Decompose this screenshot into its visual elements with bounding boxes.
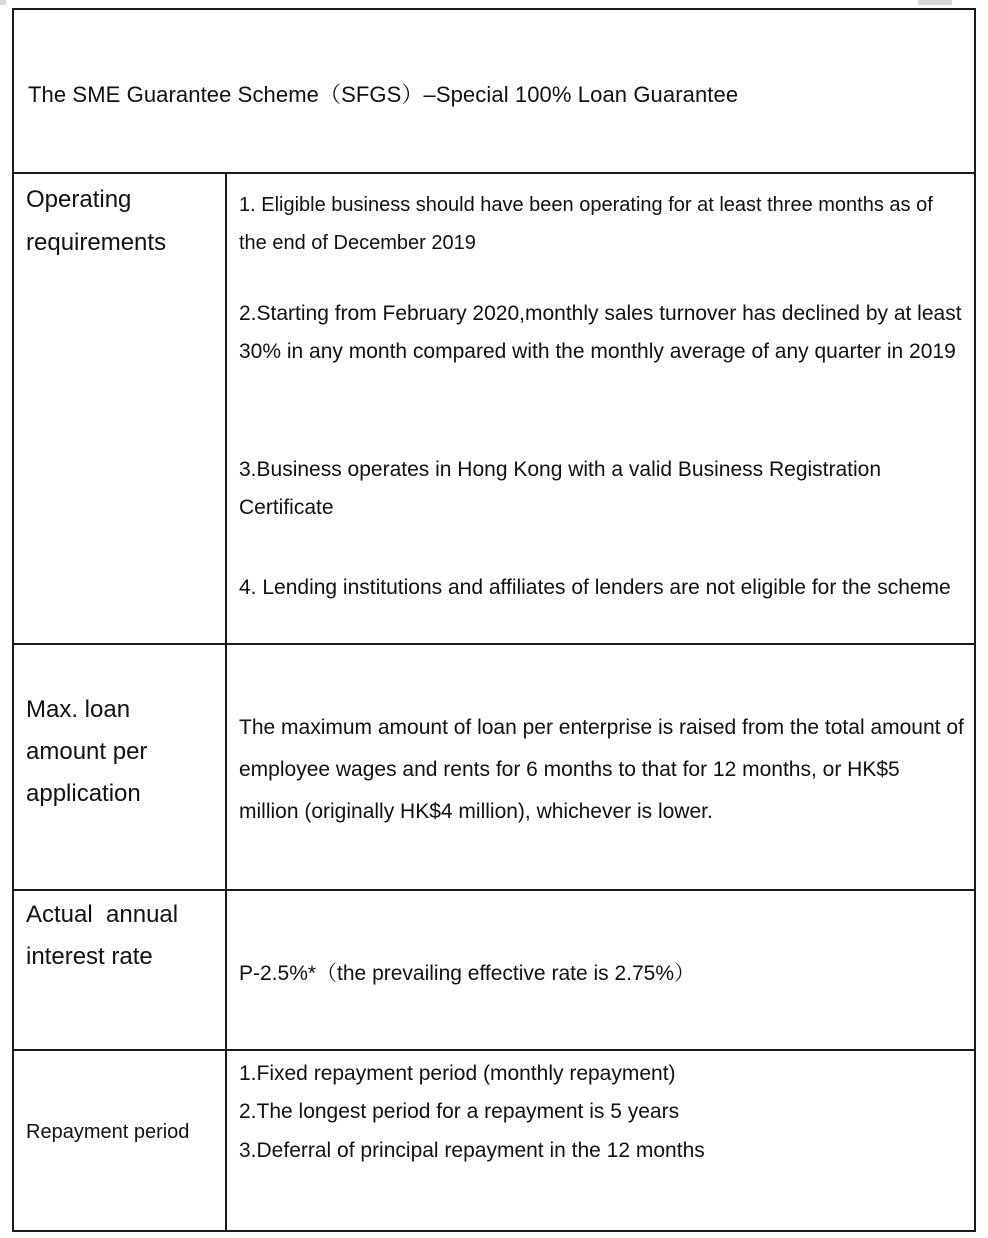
row-operating-requirements xyxy=(14,174,974,645)
title-row xyxy=(14,10,974,174)
value-interest-rate xyxy=(227,891,974,1049)
max-loan-description: The maximum amount of loan per enterprise is raised from the total amount of employee wages and rents for 6 months to that for 12 months, or HK$5 million (originally HK$4 million), whichever is lower. xyxy=(239,716,964,823)
requirement-3: 3.Business operates in Hong Kong with a valid Business Registration Certificate xyxy=(239,458,882,519)
label-max-loan-amount: Max. loan amount per application xyxy=(14,645,227,889)
value-operating-requirements xyxy=(227,174,974,643)
corner-mark-right xyxy=(918,0,952,5)
requirement-4: 4. Lending institutions and affiliates of lenders are not eligible for the scheme xyxy=(239,576,951,599)
label-interest-rate: Actual annual interest rate xyxy=(14,891,227,1049)
value-repayment-period xyxy=(227,1051,974,1232)
value-max-loan-amount xyxy=(227,645,974,889)
corner-mark-left xyxy=(0,0,6,5)
label-operating-requirements: Operating requirements xyxy=(14,174,227,643)
table-title: The SME Guarantee Scheme（SFGS）–Special 100% Loan Guarantee xyxy=(28,82,739,107)
sfgs-table xyxy=(12,8,976,1232)
requirement-1: 1. Eligible business should have been operating for at least three months as of the end of December 2019 xyxy=(239,194,933,254)
row-interest-rate xyxy=(14,891,974,1051)
requirement-2: 2.Starting from February 2020,monthly sales turnover has declined by at least 30% in any month compared with the monthly average of any quarter in 2019 xyxy=(239,302,962,363)
interest-rate-value: P-2.5%*（the prevailing effective rate is 2.75%） xyxy=(239,962,696,985)
repayment-item-1: 1.Fixed repayment period (monthly repayment) xyxy=(239,1062,676,1085)
label-repayment-period: Repayment period xyxy=(14,1051,227,1232)
repayment-item-3: 3.Deferral of principal repayment in the 12 months xyxy=(239,1139,705,1162)
row-repayment-period xyxy=(14,1051,974,1232)
repayment-item-2: 2.The longest period for a repayment is 5 years xyxy=(239,1100,680,1123)
row-max-loan-amount xyxy=(14,645,974,891)
